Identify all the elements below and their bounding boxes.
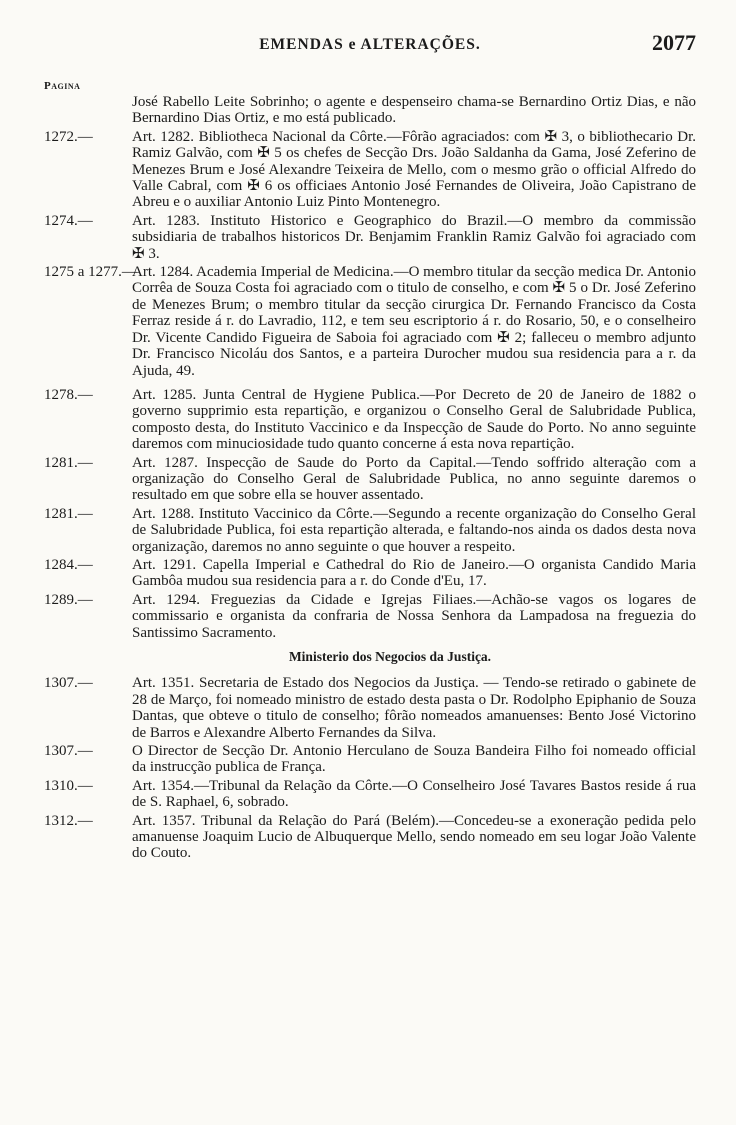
entry-text: O Director de Secção Dr. Antonio Herculano de Souza Bandeira Filho foi nomeado official da instrucção publica de França. [132,743,696,776]
page-header [44,30,696,60]
entry-page-ref: 1284.— [44,556,93,573]
entry [44,506,696,555]
entry-text: Art. 1284. Academia Imperial de Medicina.—O membro titular da secção medica Dr. Antonio Corrêa de Souza Costa foi agraciado com o titulo de conselho, e com ✠ 5 o Dr. José Zeferino de Menezes Brum; o membro titular da secção cirurgica Dr. Fernando Francisco da Costa Ferraz reside á r. do Lavradio, 112, e tem seu escriptorio á r. do Rosario, 50, e o conselheiro Dr. Vicente Candido Figueira de Saboia foi agraciado com ✠ 2; falleceu o membro adjunto Dr. Francisco Nicoláu dos Santos, e a parteira Durocher mudou sua residencia para a r. da Ajuda, 49. [132,264,696,379]
entry-text: Art. 1288. Instituto Vaccinico da Côrte.—Segundo a recente organização do Conselho Geral de Salubridade Publica, foi esta repartição alterada, e faltando-nos ainda os dados desta nova organização, daremos no anno seguinte o que houver a respeito. [132,505,696,555]
entry [44,675,696,741]
entry-page-ref: 1307.— [44,675,93,692]
entry-text: Art. 1285. Junta Central de Hygiene Publica.—Por Decreto de 20 de Janeiro de 1882 o governo supprimio esta repartição, e organizou o Conselho Geral de Salubridade Publica, composto desta, do Instituto Vaccinico e da Inspecção de Saude do Porto. No anno seguinte daremos com minuciosidade tudo quanto concerne á esta nova repartição. [132,386,696,453]
entry-text: Art. 1287. Inspecção de Saude do Porto da Capital.—Tendo soffrido alteração com a organização do Conselho Geral de Salubridade Publica, no anno seguinte daremos o resultado em que sobre ella se houver assentado. [132,454,696,504]
entry-text: Art. 1291. Capella Imperial e Cathedral do Rio de Janeiro.—O organista Candido Maria Gambôa mudou sua residencia para a r. do Conde d'Eu, 17. [132,556,696,590]
page-number: 2077 [652,30,696,55]
entry [44,592,696,641]
entry-text: Art. 1282. Bibliotheca Nacional da Côrte.—Fôrão agraciados: com ✠ 3, o bibliothecario Dr. Ramiz Galvão, com ✠ 5 os chefes de Secção Drs. João Saldanha da Gama, José Zeferino de Menezes Brum e José Alexandre Teixeira de Mello, com o mesmo grão o official Alfredo do Valle Cabral, com ✠ 6 os officiaes Antonio José Fernandes de Oliveira, João Capistrano de Abreu e o auxiliar Antonio Luiz Pinto Montenegro. [132,128,696,211]
entry [44,557,696,590]
entry [44,813,696,862]
entry-text: José Rabello Leite Sobrinho; o agente e despenseiro chama-se Bernardino Ortiz Dias, e não Bernardino Dias Ortiz, e mo está publicado. [132,94,696,127]
entry [44,213,696,262]
entry-text: Art. 1294. Freguezias da Cidade e Igrejas Filiaes.—Achão-se vagos os logares de commissario e organista da confraria de Nossa Senhora da Lampadosa na freguezia do Santissimo Sacramento. [132,591,696,641]
entry-page-ref: 1307.— [44,743,93,760]
entry [44,778,696,811]
entry [44,743,696,776]
entry [44,455,696,504]
entry [44,94,696,127]
entry-page-ref: 1275 a 1277.— [44,264,137,281]
entry-page-ref: 1281.— [44,454,93,471]
pagina-label: Pagina [44,80,81,92]
entry-page-ref: 1281.— [44,505,93,522]
entry-page-ref: 1289.— [44,591,93,608]
entry-page-ref: 1312.— [44,812,93,829]
entry-page-ref: 1272.— [44,128,93,145]
document-body [44,94,696,864]
entry-text: Art. 1351. Secretaria de Estado dos Negocios da Justiça. — Tendo-se retirado o gabinete de 28 de Março, foi nomeado ministro de estado desta pasta o Dr. Rodolpho Epiphanio de Souza Dantas, que obteve o titulo de conselho; fôrão nomeados amanuenses: Bento José Victorino de Barros e Alexandre Alberto Fernandes da Silva. [132,675,696,741]
entry-page-ref: 1274.— [44,212,93,229]
entry-text: Art. 1283. Instituto Historico e Geographico do Brazil.—O membro da commissão subsidiaria de trabalhos historicos Dr. Benjamim Franklin Ramiz Galvão foi agraciado com ✠ 3. [132,212,696,262]
entry [44,387,696,453]
entry-text: Art. 1354.—Tribunal da Relação da Côrte.—O Conselheiro José Tavares Bastos reside á rua de S. Raphael, 6, sobrado. [132,777,696,811]
entry-page-ref: 1278.— [44,386,93,403]
running-title: EMENDAS e ALTERAÇÕES. [259,36,481,53]
entry-text: Art. 1357. Tribunal da Relação do Pará (Belém).—Concedeu-se a exoneração pedida pelo amanuense Joaquim Lucio de Albuquerque Mello, sendo nomeado em seu logar João Valente do Couto. [132,812,696,862]
entry-page-ref: 1310.— [44,777,93,794]
entry [44,129,696,211]
entry [44,264,696,379]
section-heading: Ministerio dos Negocios da Justiça. [288,649,492,664]
